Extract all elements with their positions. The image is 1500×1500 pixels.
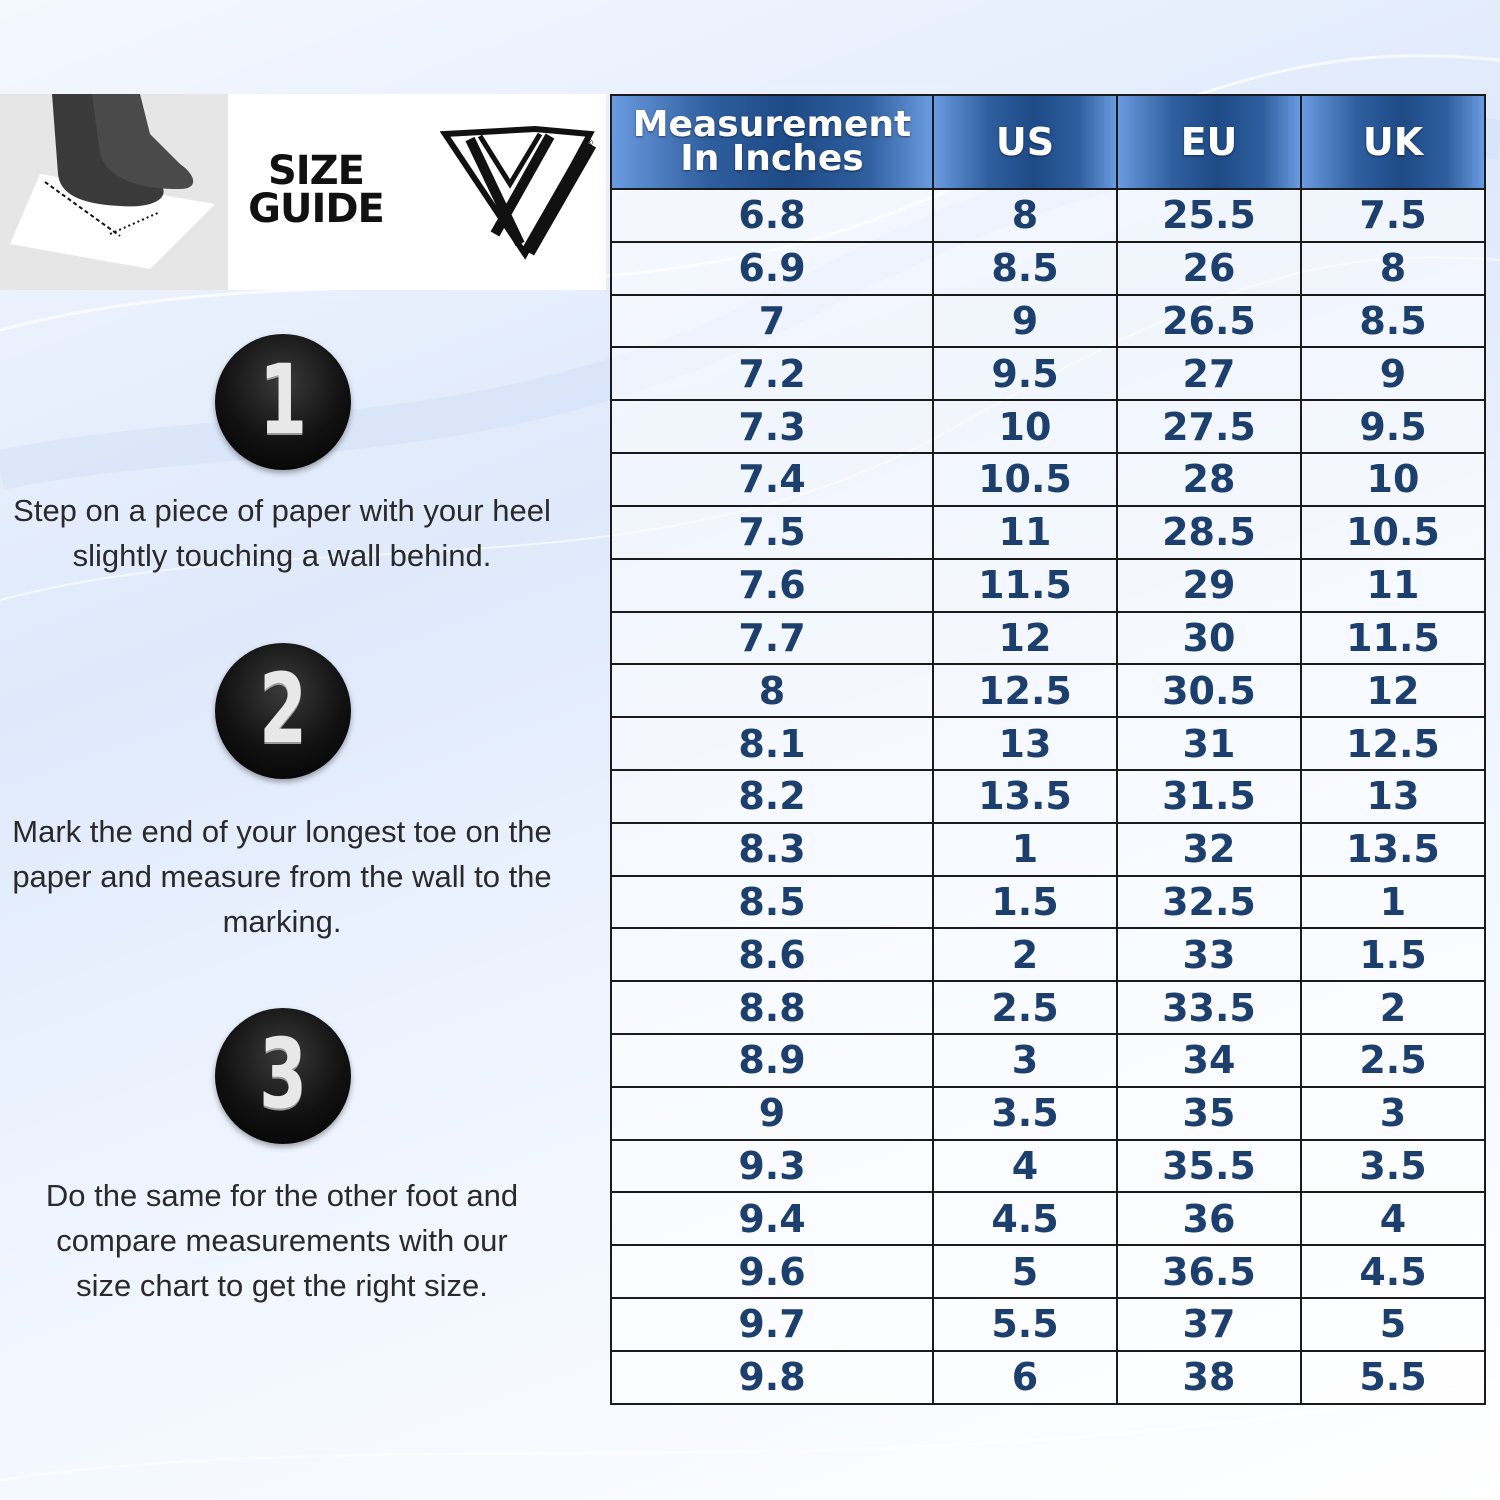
cell-eu: 28.5 — [1117, 506, 1301, 559]
cell-inches: 8.1 — [611, 717, 933, 770]
table-row — [611, 770, 1485, 823]
step-1-text: Step on a piece of paper with your heel slightly touching a wall behind. — [13, 493, 551, 573]
cell-us: 11.5 — [933, 559, 1117, 612]
cell-inches: 6.9 — [611, 242, 933, 295]
table-row — [611, 1245, 1485, 1298]
step-3-text: Do the same for the other foot and compare measurements with our size chart to get the right size. — [45, 1178, 519, 1303]
title-line-guide: GUIDE — [248, 186, 384, 232]
cell-inches: 7.3 — [611, 400, 933, 453]
table-row — [611, 295, 1485, 348]
cell-us: 8 — [933, 189, 1117, 242]
step-2-number: 2 — [258, 653, 308, 765]
table-row — [611, 876, 1485, 929]
cell-uk: 2.5 — [1301, 1034, 1485, 1087]
cell-inches: 7.4 — [611, 453, 933, 506]
cell-uk: 8.5 — [1301, 295, 1485, 348]
cell-inches: 7.7 — [611, 612, 933, 665]
step-3-number: 3 — [258, 1018, 308, 1130]
cell-eu: 27 — [1117, 347, 1301, 400]
cell-uk: 2 — [1301, 981, 1485, 1034]
cell-us: 2 — [933, 928, 1117, 981]
cell-us: 6 — [933, 1351, 1117, 1404]
cell-eu: 26 — [1117, 242, 1301, 295]
cell-eu: 35.5 — [1117, 1140, 1301, 1193]
cell-uk: 12.5 — [1301, 717, 1485, 770]
cell-uk: 7.5 — [1301, 189, 1485, 242]
cell-uk: 4 — [1301, 1192, 1485, 1245]
cell-uk: 3.5 — [1301, 1140, 1485, 1193]
table-row — [611, 1034, 1485, 1087]
cell-uk: 13 — [1301, 770, 1485, 823]
size-guide-header — [0, 94, 606, 290]
cell-us: 4 — [933, 1140, 1117, 1193]
table-row — [611, 717, 1485, 770]
table-row — [611, 453, 1485, 506]
cell-inches: 8 — [611, 664, 933, 717]
cell-eu: 30.5 — [1117, 664, 1301, 717]
cell-uk: 4.5 — [1301, 1245, 1485, 1298]
cell-us: 8.5 — [933, 242, 1117, 295]
cell-eu: 33.5 — [1117, 981, 1301, 1034]
cell-inches: 8.5 — [611, 876, 933, 929]
cell-eu: 25.5 — [1117, 189, 1301, 242]
cell-uk: 13.5 — [1301, 823, 1485, 876]
cell-us: 4.5 — [933, 1192, 1117, 1245]
cell-inches: 7 — [611, 295, 933, 348]
cell-uk: 8 — [1301, 242, 1485, 295]
table-row — [611, 612, 1485, 665]
table-row — [611, 664, 1485, 717]
cell-uk: 9.5 — [1301, 400, 1485, 453]
cell-inches: 9.7 — [611, 1298, 933, 1351]
cell-us: 12.5 — [933, 664, 1117, 717]
cell-us: 3 — [933, 1034, 1117, 1087]
title-line-size: SIZE — [267, 148, 365, 194]
cell-us: 1 — [933, 823, 1117, 876]
cell-uk: 9 — [1301, 347, 1485, 400]
cell-uk: 5 — [1301, 1298, 1485, 1351]
cell-us: 11 — [933, 506, 1117, 559]
page-title — [236, 148, 396, 232]
cell-eu: 34 — [1117, 1034, 1301, 1087]
table-row — [611, 981, 1485, 1034]
cell-us: 1.5 — [933, 876, 1117, 929]
cell-eu: 38 — [1117, 1351, 1301, 1404]
cell-eu: 27.5 — [1117, 400, 1301, 453]
table-row — [611, 1192, 1485, 1245]
table-row — [611, 559, 1485, 612]
cell-us: 13 — [933, 717, 1117, 770]
cell-inches: 7.6 — [611, 559, 933, 612]
table-row — [611, 506, 1485, 559]
cell-inches: 9 — [611, 1087, 933, 1140]
cell-inches: 8.8 — [611, 981, 933, 1034]
cell-inches: 9.4 — [611, 1192, 933, 1245]
cell-us: 13.5 — [933, 770, 1117, 823]
table-row — [611, 823, 1485, 876]
cell-us: 10 — [933, 400, 1117, 453]
step-1-number: 1 — [258, 344, 308, 456]
cell-uk: 3 — [1301, 1087, 1485, 1140]
table-row — [611, 347, 1485, 400]
step-1-badge — [215, 334, 351, 470]
cell-uk: 10 — [1301, 453, 1485, 506]
cell-us: 5 — [933, 1245, 1117, 1298]
registered-mark-icon: ® — [584, 138, 594, 149]
cell-inches: 7.2 — [611, 347, 933, 400]
cell-eu: 37 — [1117, 1298, 1301, 1351]
cell-eu: 31.5 — [1117, 770, 1301, 823]
cell-eu: 26.5 — [1117, 295, 1301, 348]
vizari-logo-icon — [440, 124, 600, 264]
cell-eu: 30 — [1117, 612, 1301, 665]
cell-uk: 10.5 — [1301, 506, 1485, 559]
cell-uk: 1 — [1301, 876, 1485, 929]
cell-eu: 28 — [1117, 453, 1301, 506]
cell-us: 2.5 — [933, 981, 1117, 1034]
cell-us: 10.5 — [933, 453, 1117, 506]
cell-inches: 9.3 — [611, 1140, 933, 1193]
cell-eu: 33 — [1117, 928, 1301, 981]
cell-us: 5.5 — [933, 1298, 1117, 1351]
cell-inches: 9.8 — [611, 1351, 933, 1404]
cell-eu: 32.5 — [1117, 876, 1301, 929]
cell-eu: 35 — [1117, 1087, 1301, 1140]
table-header-row — [611, 95, 1485, 189]
cell-eu: 31 — [1117, 717, 1301, 770]
cell-uk: 12 — [1301, 664, 1485, 717]
cell-us: 3.5 — [933, 1087, 1117, 1140]
step-2-text: Mark the end of your longest toe on the paper and measure from the wall to the marking. — [12, 814, 552, 939]
header-uk: UK — [1301, 95, 1485, 189]
table-row — [611, 928, 1485, 981]
cell-inches: 8.6 — [611, 928, 933, 981]
cell-eu: 29 — [1117, 559, 1301, 612]
cell-us: 9.5 — [933, 347, 1117, 400]
table-row — [611, 1140, 1485, 1193]
step-3-badge — [215, 1008, 351, 1144]
step-2-badge — [215, 643, 351, 779]
table-row — [611, 1087, 1485, 1140]
table-row — [611, 189, 1485, 242]
table-row — [611, 1351, 1485, 1404]
header-measurement: Measurement In Inches — [611, 95, 933, 189]
cell-uk: 11.5 — [1301, 612, 1485, 665]
cell-inches: 7.5 — [611, 506, 933, 559]
foot-measure-illustration — [0, 94, 228, 290]
table-row — [611, 400, 1485, 453]
cell-uk: 1.5 — [1301, 928, 1485, 981]
table-body — [611, 189, 1485, 1404]
cell-us: 9 — [933, 295, 1117, 348]
cell-inches: 6.8 — [611, 189, 933, 242]
cell-inches: 8.2 — [611, 770, 933, 823]
table-row — [611, 242, 1485, 295]
cell-inches: 8.3 — [611, 823, 933, 876]
header-us: US — [933, 95, 1117, 189]
cell-inches: 8.9 — [611, 1034, 933, 1087]
table-row — [611, 1298, 1485, 1351]
cell-uk: 11 — [1301, 559, 1485, 612]
cell-eu: 36 — [1117, 1192, 1301, 1245]
cell-eu: 36.5 — [1117, 1245, 1301, 1298]
cell-inches: 9.6 — [611, 1245, 933, 1298]
cell-uk: 5.5 — [1301, 1351, 1485, 1404]
cell-eu: 32 — [1117, 823, 1301, 876]
cell-us: 12 — [933, 612, 1117, 665]
size-chart-table — [610, 94, 1486, 1405]
header-eu: EU — [1117, 95, 1301, 189]
